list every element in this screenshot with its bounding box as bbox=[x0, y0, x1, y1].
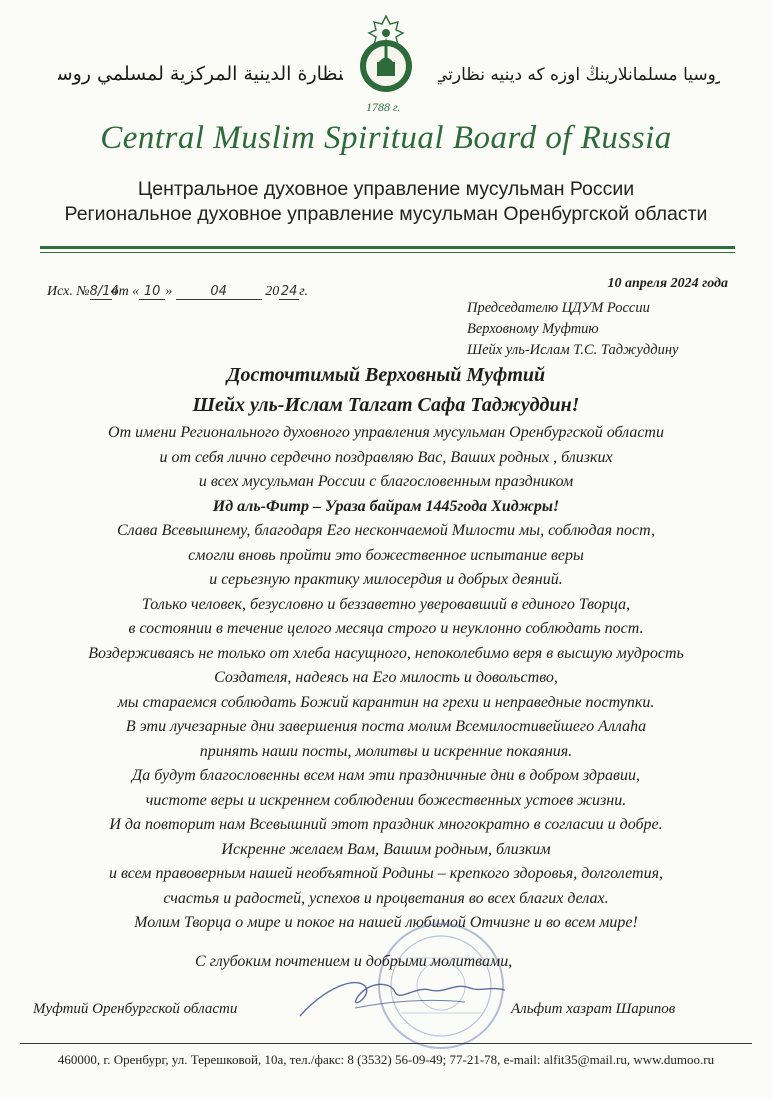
greeting-line-1: Досточтимый Верховный Муфтий bbox=[226, 364, 546, 386]
board-emblem-icon bbox=[341, 14, 431, 94]
body-line: и серьезную практику милосердия и добрых деяний. bbox=[209, 571, 563, 588]
body-line: принять наши посты, молитвы и искренние покаяния. bbox=[199, 742, 573, 760]
body-line: счастья и радостей, успехов и процветания во всех благих делах. bbox=[163, 889, 609, 907]
greeting-line-2: Шейх уль-Ислам Талгат Сафа Таджуддин! bbox=[192, 394, 580, 416]
closing-phrase: С глубоким почтением и добрыми молитвами, bbox=[195, 953, 513, 970]
body-line: смогли вновь пройти это божественное испытание веры bbox=[188, 546, 584, 564]
arabic-left-text: النظارة الدينية المركزية لمسلمي روسيا bbox=[58, 63, 343, 85]
latin-organization-title: Central Muslim Spiritual Board of Russia bbox=[100, 120, 672, 156]
body-line: и всем правоверным нашей необъятной Родины – крепкого здоровья, долголетия, bbox=[108, 865, 664, 882]
outgoing-number: 8/14 bbox=[89, 284, 119, 299]
organization-title: Центральное духовное управление мусульман России bbox=[137, 178, 635, 200]
body-line: Только человек, безусловно и беззаветно уверовавший в единого Творца, bbox=[141, 595, 631, 613]
outgoing-day: 10 bbox=[139, 284, 165, 300]
addressee-line: Верховному Муфтию bbox=[467, 321, 599, 337]
body-line: Слава Всевышнему, благодаря Его нескончаемой Милости мы, соблюдая пост, bbox=[116, 522, 656, 539]
body-line: и всех мусульман России с благословенным праздником bbox=[198, 473, 574, 490]
outgoing-close-quote: » bbox=[165, 284, 173, 299]
body-line: чистоте веры и искреннем соблюдении божественных устоев жизни. bbox=[145, 791, 627, 809]
emblem-year: 1788 г. bbox=[366, 100, 401, 114]
handwritten-signature-icon bbox=[295, 968, 515, 1028]
outgoing-suffix: г. bbox=[299, 284, 308, 299]
holiday-name-line: Ид аль-Фитр – Ураза байрам 1445года Хиджры! bbox=[212, 497, 560, 515]
signatory-name: Альфит хазрат Шарипов bbox=[511, 1001, 676, 1017]
letter-date: 10 апреля 2024 года bbox=[607, 276, 728, 291]
addressee-block bbox=[467, 298, 678, 361]
body-line: Воздерживаясь не только от хлеба насущного, непоколебимо веря в высшую мудрость bbox=[88, 644, 684, 662]
outgoing-prefix: Исх. № bbox=[47, 284, 90, 299]
addressee-line: Председателю ЦДУМ России bbox=[467, 300, 650, 316]
body-line: мы стараемся соблюдать Божий карантин на грехи и неправедные поступки. bbox=[117, 693, 655, 711]
body-line: Искренне желаем Вам, Вашим родным, близким bbox=[221, 840, 551, 858]
arabic-calligraphy-left bbox=[58, 52, 343, 90]
regional-organization-title: Региональное духовное управление мусульман Оренбургской области bbox=[64, 203, 708, 225]
body-line: Молим Творца о мире и покое на нашей любимой Отчизне и во всем мире! bbox=[134, 914, 638, 931]
header-divider-thick bbox=[40, 246, 735, 249]
outgoing-from: от « bbox=[111, 284, 140, 299]
arabic-calligraphy-right bbox=[438, 52, 720, 90]
body-line: и от себя лично сердечно поздравляю Вас, Ваших родных , близких bbox=[159, 448, 613, 466]
body-line: От имени Регионального духовного управления мусульман Оренбургской области bbox=[108, 424, 664, 441]
header-divider-thin bbox=[40, 252, 735, 253]
footer-contacts: 460000, г. Оренбург, ул. Терешковой, 10а, тел./факс: 8 (3532) 56-09-49; 77-21-78, e-mail: alfit35@mail.ru, www.dumoo.ru bbox=[57, 1052, 715, 1067]
signatory-title: Муфтий Оренбургской области bbox=[33, 1001, 238, 1017]
letter-body bbox=[0, 421, 772, 936]
outgoing-year-prefix: 20 bbox=[265, 284, 280, 299]
outgoing-year-suffix: 24 bbox=[280, 284, 298, 299]
outgoing-number-line bbox=[47, 284, 308, 300]
body-line: Создателя, надеясь на Его милость и довольство, bbox=[214, 669, 558, 686]
addressee-line: Шейх уль-Ислам Т.С. Таджуддину bbox=[467, 342, 679, 358]
body-line: в состоянии в течение целого месяца строго и неуклонно соблюдать пост. bbox=[128, 620, 644, 637]
body-line: Да будут благословенны всем нам эти праздничные дни в добром здравии, bbox=[132, 767, 640, 784]
body-line: И да повторит нам Всевышний этот праздник многократно в согласии и добре. bbox=[109, 816, 663, 833]
body-line: В эти лучезарные дни завершения поста молим Всемилостивейшего Аллаhа bbox=[125, 718, 647, 735]
arabic-right-text: روسيا مسلمانلارينڭ اوزه كه دينيه نظارتي bbox=[438, 65, 720, 85]
footer-divider bbox=[20, 1043, 752, 1044]
outgoing-month: 04 bbox=[176, 284, 262, 300]
